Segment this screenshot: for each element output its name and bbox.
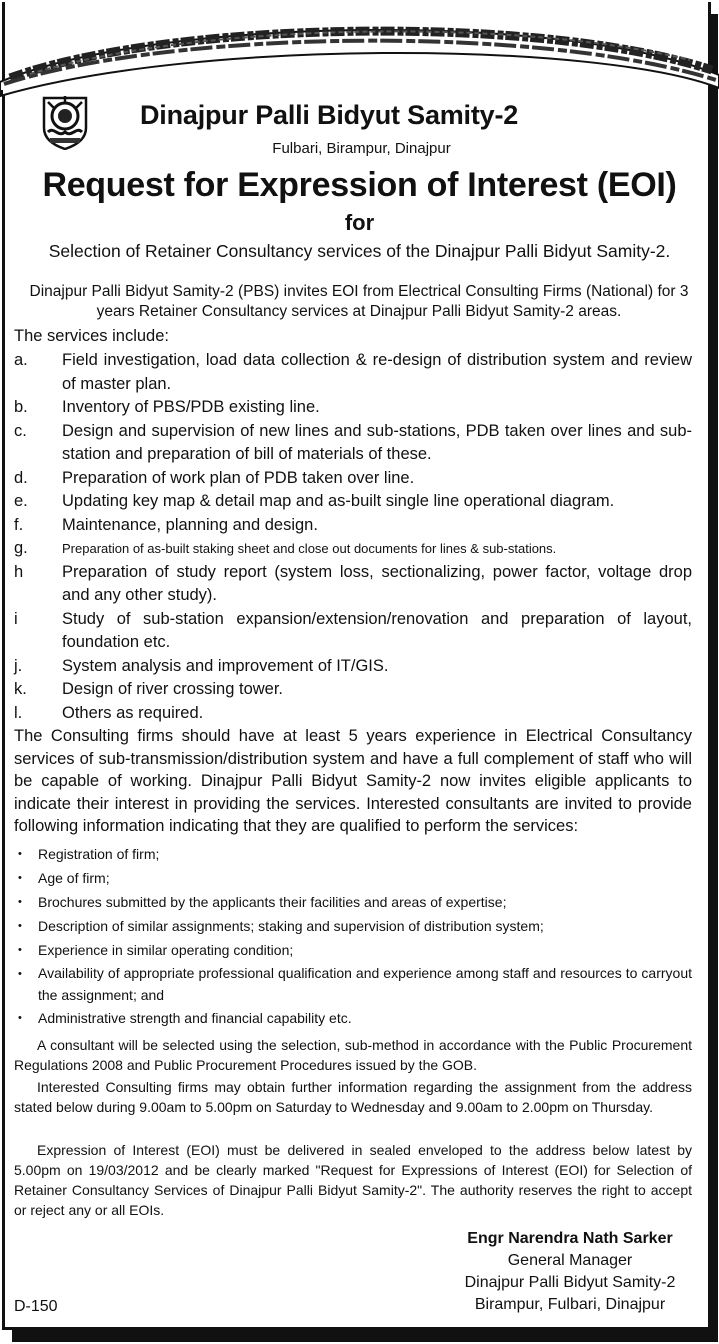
- service-marker: f.: [14, 515, 24, 534]
- service-item: [14, 678, 692, 702]
- service-item: [14, 420, 692, 467]
- service-text: Maintenance, planning and design.: [62, 515, 318, 534]
- signature-block: [400, 1228, 719, 1316]
- signatory-title: General Manager: [507, 1252, 633, 1269]
- bullet-icon: •: [18, 920, 22, 932]
- frame-shadow-bottom: [12, 1330, 718, 1342]
- required-info-item: [14, 866, 692, 890]
- service-text: Others as required.: [62, 703, 204, 722]
- required-info-item: [14, 1006, 692, 1030]
- service-marker: j.: [14, 656, 23, 675]
- service-text: Inventory of PBS/PDB existing line.: [62, 398, 320, 416]
- service-marker: b.: [14, 398, 28, 416]
- service-item: [14, 561, 692, 608]
- service-item: [14, 608, 692, 655]
- service-marker: e.: [14, 492, 28, 510]
- service-text: Field investigation, load data collection & re-design of distribution system and review of master plan.: [62, 351, 692, 393]
- required-info-text: Brochures submitted by the applicants their facilities and areas of expertise;: [38, 894, 507, 910]
- service-text: Updating key map & detail map and as-built single line operational diagram.: [62, 492, 615, 510]
- bullet-icon: •: [18, 872, 22, 884]
- for-label: for: [344, 210, 375, 235]
- service-text: Preparation of as-built staking sheet and close out documents for lines & sub-stations.: [62, 541, 557, 556]
- service-text: Design of river crossing tower.: [62, 680, 284, 698]
- service-item: [14, 349, 692, 396]
- required-info-list: [14, 842, 692, 1030]
- service-marker: h: [14, 562, 24, 581]
- service-item: [14, 490, 692, 514]
- bullet-icon: •: [18, 848, 22, 860]
- bullet-icon: •: [18, 968, 22, 980]
- org-address: Fulbari, Birampur, Dinajpur: [272, 140, 451, 157]
- service-item: [14, 514, 692, 538]
- notice-title: Request for Expression of Interest (EOI): [42, 166, 677, 204]
- required-info-text: Description of similar assignments; staking and supervision of distribution system;: [38, 918, 544, 934]
- service-marker: c.: [14, 421, 27, 440]
- reference-code: D-150: [14, 1298, 58, 1315]
- info-paragraph: Interested Consulting firms may obtain further information regarding the assignment from the address stated below during 9.00am to 5.00pm on Saturday to Wednesday and 9.00am to 2.00pm on Thursday.: [14, 1079, 692, 1115]
- required-info-text: Administrative strength and financial capability etc.: [38, 1010, 352, 1026]
- notice-subtitle: Selection of Retainer Consultancy services of the Dinajpur Palli Bidyut Samity-2.: [48, 241, 671, 261]
- services-list: [14, 349, 692, 725]
- service-item: [14, 467, 692, 491]
- service-text: System analysis and improvement of IT/GIS.: [62, 656, 389, 675]
- required-info-item: [14, 890, 692, 914]
- scroll-banner-decoration: [0, 0, 719, 100]
- bullet-icon: •: [18, 944, 22, 956]
- qualification-paragraph: The Consulting firms should have at least 5 years experience in Electrical Consultancy services of sub-transmission/distribution system and have a full complement of staff who will be capable of working. Dinajpur Palli Bidyut Samity-2 now invites eligible applicants to indicate their interest in providing the services. Interested consultants are invited to provide following information indicating that they are qualified to perform the services:: [14, 727, 692, 835]
- bullet-icon: •: [18, 1012, 22, 1024]
- required-info-text: Age of firm;: [38, 870, 110, 886]
- services-intro: The services include:: [14, 327, 169, 345]
- delivery-paragraph: Expression of Interest (EOI) must be delivered in sealed enveloped to the address below latest by 5.00pm on 19/03/2012 and be clearly marked "Request for Expressions of Interest (EOI) for Selection of Retainer Consultancy Services of Dinajpur Palli Bidyut Samity-2". The authority reserves the right to accept or reject any or all EOIs.: [14, 1142, 692, 1218]
- service-marker: i: [14, 609, 18, 628]
- selection-paragraph: A consultant will be selected using the selection, sub-method in accordance with the Public Procurement Regulations 2008 and Public Procurement Procedures issued by the GOB.: [14, 1037, 692, 1073]
- service-marker: a.: [14, 351, 28, 369]
- service-text: Preparation of work plan of PDB taken over line.: [62, 468, 415, 487]
- required-info-item: [14, 842, 692, 866]
- bullet-icon: •: [18, 896, 22, 908]
- service-marker: d.: [14, 468, 28, 487]
- service-marker: l.: [14, 703, 23, 722]
- intro-paragraph: Dinajpur Palli Bidyut Samity-2 (PBS) invites EOI from Electrical Consulting Firms (National) for 3 years Retainer Consultancy services at Dinajpur Palli Bidyut Samity-2 areas.: [29, 283, 689, 320]
- required-info-text: Registration of firm;: [38, 846, 160, 862]
- service-item: [14, 396, 692, 420]
- service-text: Study of sub-station expansion/extension/renovation and preparation of layout, foundation etc.: [62, 609, 692, 651]
- required-info-text: Availability of appropriate professional qualification and experience among staff and resources to carryout the assignment; and: [38, 965, 692, 1003]
- service-text: Design and supervision of new lines and sub-stations, PDB taken over lines and sub-station and preparation of bill of materials of these.: [62, 421, 692, 463]
- service-item: [14, 537, 692, 561]
- signatory-org: Dinajpur Palli Bidyut Samity-2: [464, 1274, 676, 1291]
- required-info-item: [14, 962, 692, 1006]
- service-marker: g.: [14, 539, 28, 557]
- signatory-name: Engr Narendra Nath Sarker: [467, 1230, 673, 1247]
- required-info-item: [14, 938, 692, 962]
- signatory-address: Birampur, Fulbari, Dinajpur: [474, 1296, 666, 1313]
- service-marker: k.: [14, 680, 27, 698]
- required-info-text: Experience in similar operating condition;: [38, 942, 294, 958]
- service-item: [14, 702, 692, 726]
- service-item: [14, 655, 692, 679]
- service-text: Preparation of study report (system loss, sectionalizing, power factor, voltage drop and any other study).: [62, 562, 692, 604]
- org-name: Dinajpur Palli Bidyut Samity-2: [140, 100, 519, 130]
- required-info-item: [14, 914, 692, 938]
